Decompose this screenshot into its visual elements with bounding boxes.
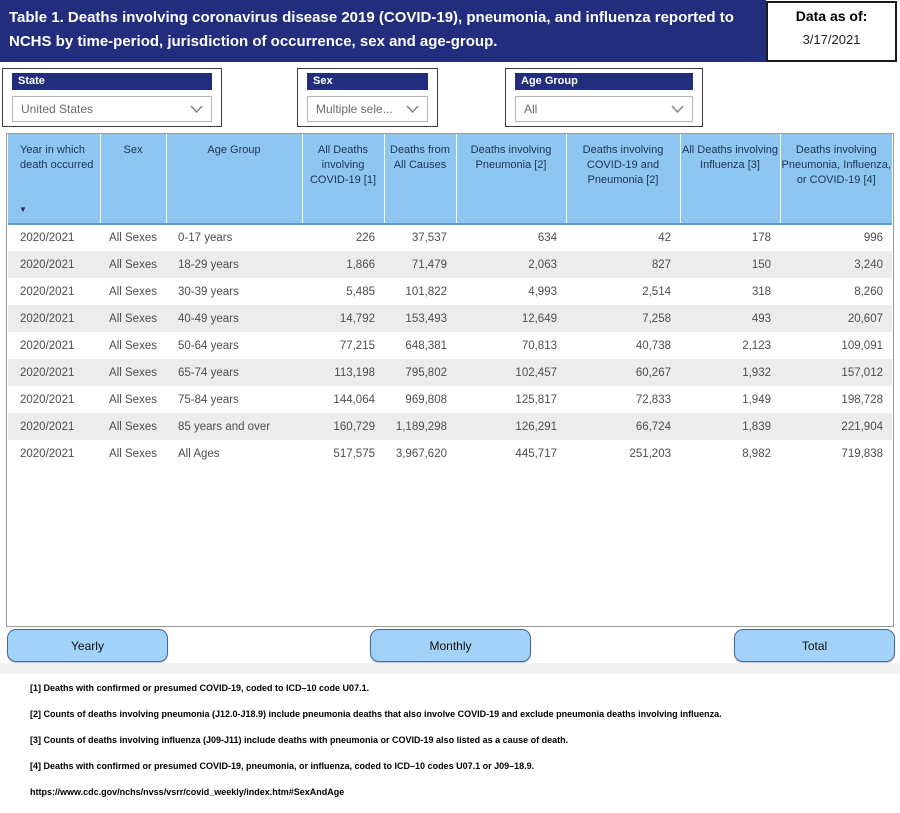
table-cell: All Sexes <box>109 232 157 244</box>
column-header[interactable]: Deaths involving COVID-19 and Pneumonia [2] <box>566 134 680 224</box>
table-cell: 2020/2021 <box>20 232 75 244</box>
table-cell: 160,729 <box>333 420 375 433</box>
source-url[interactable]: https://www.cdc.gov/nchs/nvss/vsrr/covid_weekly/index.htm#SexAndAge <box>30 787 345 797</box>
data-as-of-label: Data as of: <box>795 8 868 24</box>
sort-descending-icon[interactable]: ▼ <box>19 205 27 215</box>
table-cell: 996 <box>863 232 883 244</box>
column-header[interactable]: Deaths involving Pneumonia, Influenza, or COVID-19 [4] <box>780 134 892 224</box>
table-cell: 71,479 <box>411 258 447 271</box>
title-banner <box>0 0 766 62</box>
page-title: Table 1. Deaths involving coronavirus disease 2019 (COVID-19), pneumonia, and influenza reported to NCHS by time-period, jurisdiction of occurrence, sex and age-group. <box>9 9 734 50</box>
table-cell: 445,717 <box>515 447 557 460</box>
sex-filter-label: Sex <box>307 73 428 90</box>
table-cell: 14,792 <box>339 312 375 325</box>
table-cell: 198,728 <box>841 393 883 406</box>
table-cell: 70,813 <box>521 339 557 352</box>
table-cell: 2020/2021 <box>20 258 75 271</box>
table-cell: 719,838 <box>841 447 883 460</box>
table-cell: 72,833 <box>635 393 671 406</box>
table-cell: 75-84 years <box>178 393 239 406</box>
table-cell: 157,012 <box>841 366 883 379</box>
table-header-row <box>8 134 892 224</box>
sex-filter <box>297 68 438 127</box>
footnotes <box>30 683 884 813</box>
table-cell: 827 <box>651 258 671 271</box>
table-cell: 2,063 <box>528 258 557 271</box>
column-header[interactable]: Age Group <box>166 134 302 224</box>
table-row[interactable] <box>8 278 892 305</box>
state-filter <box>2 68 222 127</box>
state-dropdown[interactable] <box>12 96 212 122</box>
total-button[interactable]: Total <box>734 629 895 662</box>
table-cell: 30-39 years <box>178 285 239 298</box>
table-cell: 251,203 <box>629 447 671 460</box>
age-group-filter <box>505 68 703 127</box>
table-cell: 50-64 years <box>178 339 239 352</box>
table-row[interactable] <box>8 359 892 386</box>
table-cell: 1,866 <box>346 258 375 271</box>
age-group-dropdown[interactable] <box>515 96 693 122</box>
table-cell: 221,904 <box>841 420 883 433</box>
table-cell: All Sexes <box>109 420 157 433</box>
table-cell: 226 <box>355 232 375 244</box>
table-cell: 77,215 <box>339 339 375 352</box>
column-header[interactable]: All Deaths involving COVID-19 [1] <box>302 134 384 224</box>
table-cell: 1,932 <box>742 366 771 379</box>
divider-strip <box>0 663 900 674</box>
table-cell: 40,738 <box>635 339 671 352</box>
table-cell: All Sexes <box>109 339 157 352</box>
table-cell: 2020/2021 <box>20 420 75 433</box>
table-cell: 969,808 <box>405 393 447 406</box>
table-cell: 517,575 <box>333 447 375 460</box>
table-cell: 126,291 <box>515 420 557 433</box>
age-group-filter-label: Age Group <box>515 73 693 90</box>
chevron-down-icon <box>406 105 419 113</box>
table-cell: 795,802 <box>405 366 447 379</box>
column-header[interactable]: Deaths from All Causes <box>384 134 456 224</box>
table-row[interactable] <box>8 440 892 467</box>
table-cell: 20,607 <box>847 312 883 325</box>
column-header[interactable]: All Deaths involving Influenza [3] <box>680 134 780 224</box>
age-group-dropdown-value: All <box>524 102 538 116</box>
state-filter-label: State <box>12 73 212 90</box>
table-cell: 125,817 <box>515 393 557 406</box>
table-cell: 2,123 <box>742 339 771 352</box>
deaths-table-container <box>6 133 894 627</box>
column-header[interactable]: Year in which death occurred ▼ <box>8 134 100 224</box>
monthly-button[interactable]: Monthly <box>370 629 531 662</box>
table-cell: All Sexes <box>109 258 157 271</box>
table-cell: 1,189,298 <box>395 420 447 433</box>
table-body <box>8 224 892 467</box>
table-row[interactable] <box>8 251 892 278</box>
table-cell: 1,839 <box>742 420 771 433</box>
footnote-3: [3] Counts of deaths involving influenza (J09-J11) include deaths with pneumonia or COVID-19 also listed as a cause of death. <box>30 735 569 745</box>
table-row[interactable] <box>8 386 892 413</box>
table-cell: 1,949 <box>742 393 771 406</box>
footnote-2: [2] Counts of deaths involving pneumonia (J12.0-J18.9) include pneumonia deaths that also involve COVID-19 and exclude pneumonia deaths involving influenza. <box>30 709 722 719</box>
table-cell: 8,260 <box>854 285 883 298</box>
table-cell: 42 <box>658 232 671 244</box>
data-as-of-box <box>766 1 897 62</box>
table-cell: 0-17 years <box>178 232 233 244</box>
footnote-1: [1] Deaths with confirmed or presumed COVID-19, coded to ICD–10 code U07.1. <box>30 683 370 693</box>
table-cell: 144,064 <box>333 393 375 406</box>
table-cell: 12,649 <box>521 312 557 325</box>
table-cell: 634 <box>537 232 557 244</box>
table-cell: 2020/2021 <box>20 285 75 298</box>
table-cell: All Sexes <box>109 312 157 325</box>
deaths-table <box>8 134 892 467</box>
table-cell: All Sexes <box>109 366 157 379</box>
table-row[interactable] <box>8 332 892 359</box>
table-cell: All Sexes <box>109 285 157 298</box>
table-cell: 8,982 <box>742 447 771 460</box>
table-cell: 153,493 <box>405 312 447 325</box>
state-dropdown-value: United States <box>21 102 94 116</box>
table-row[interactable] <box>8 224 892 251</box>
table-cell: 2020/2021 <box>20 447 75 460</box>
table-cell: 18-29 years <box>178 258 239 271</box>
table-cell: 150 <box>751 258 771 271</box>
table-cell: 5,485 <box>346 285 375 298</box>
footnote-4: [4] Deaths with confirmed or presumed COVID-19, pneumonia, or influenza, coded to ICD–10 codes U07.1 or J09–18.9. <box>30 761 535 771</box>
table-cell: 178 <box>751 232 771 244</box>
table-cell: 2020/2021 <box>20 366 75 379</box>
data-as-of-date: 3/17/2021 <box>802 32 861 47</box>
table-row[interactable] <box>8 305 892 332</box>
table-cell: 3,240 <box>854 258 883 271</box>
table-cell: 113,198 <box>334 366 375 379</box>
table-cell: 102,457 <box>515 366 557 379</box>
table-cell: 4,993 <box>528 285 557 298</box>
table-cell: All Sexes <box>109 393 157 406</box>
table-cell: 85 years and over <box>178 420 271 433</box>
table-cell: 493 <box>751 312 771 325</box>
table-cell: 318 <box>751 285 771 298</box>
column-header[interactable]: Deaths involving Pneumonia [2] <box>456 134 566 224</box>
table-cell: 2020/2021 <box>20 393 75 406</box>
table-cell: 65-74 years <box>178 366 239 379</box>
chevron-down-icon <box>190 105 203 113</box>
table-cell: 40-49 years <box>178 312 239 325</box>
table-cell: 2,514 <box>642 285 671 298</box>
table-cell: 66,724 <box>635 420 671 433</box>
table-cell: 109,091 <box>841 339 883 352</box>
table-cell: 7,258 <box>642 312 671 325</box>
table-cell: 101,822 <box>405 285 447 298</box>
table-cell: 60,267 <box>635 366 671 379</box>
chevron-down-icon <box>671 105 684 113</box>
table-cell: 37,537 <box>411 232 447 244</box>
table-cell: 2020/2021 <box>20 312 75 325</box>
table-cell: All Ages <box>178 447 220 460</box>
sex-dropdown-value: Multiple sele... <box>316 102 393 116</box>
column-header[interactable]: Sex <box>100 134 166 224</box>
yearly-button[interactable]: Yearly <box>7 629 168 662</box>
sex-dropdown[interactable] <box>307 96 428 122</box>
table-cell: All Sexes <box>109 447 157 460</box>
table-row[interactable] <box>8 413 892 440</box>
table-cell: 648,381 <box>405 339 447 352</box>
table-cell: 2020/2021 <box>20 339 75 352</box>
table-cell: 3,967,620 <box>395 447 447 460</box>
